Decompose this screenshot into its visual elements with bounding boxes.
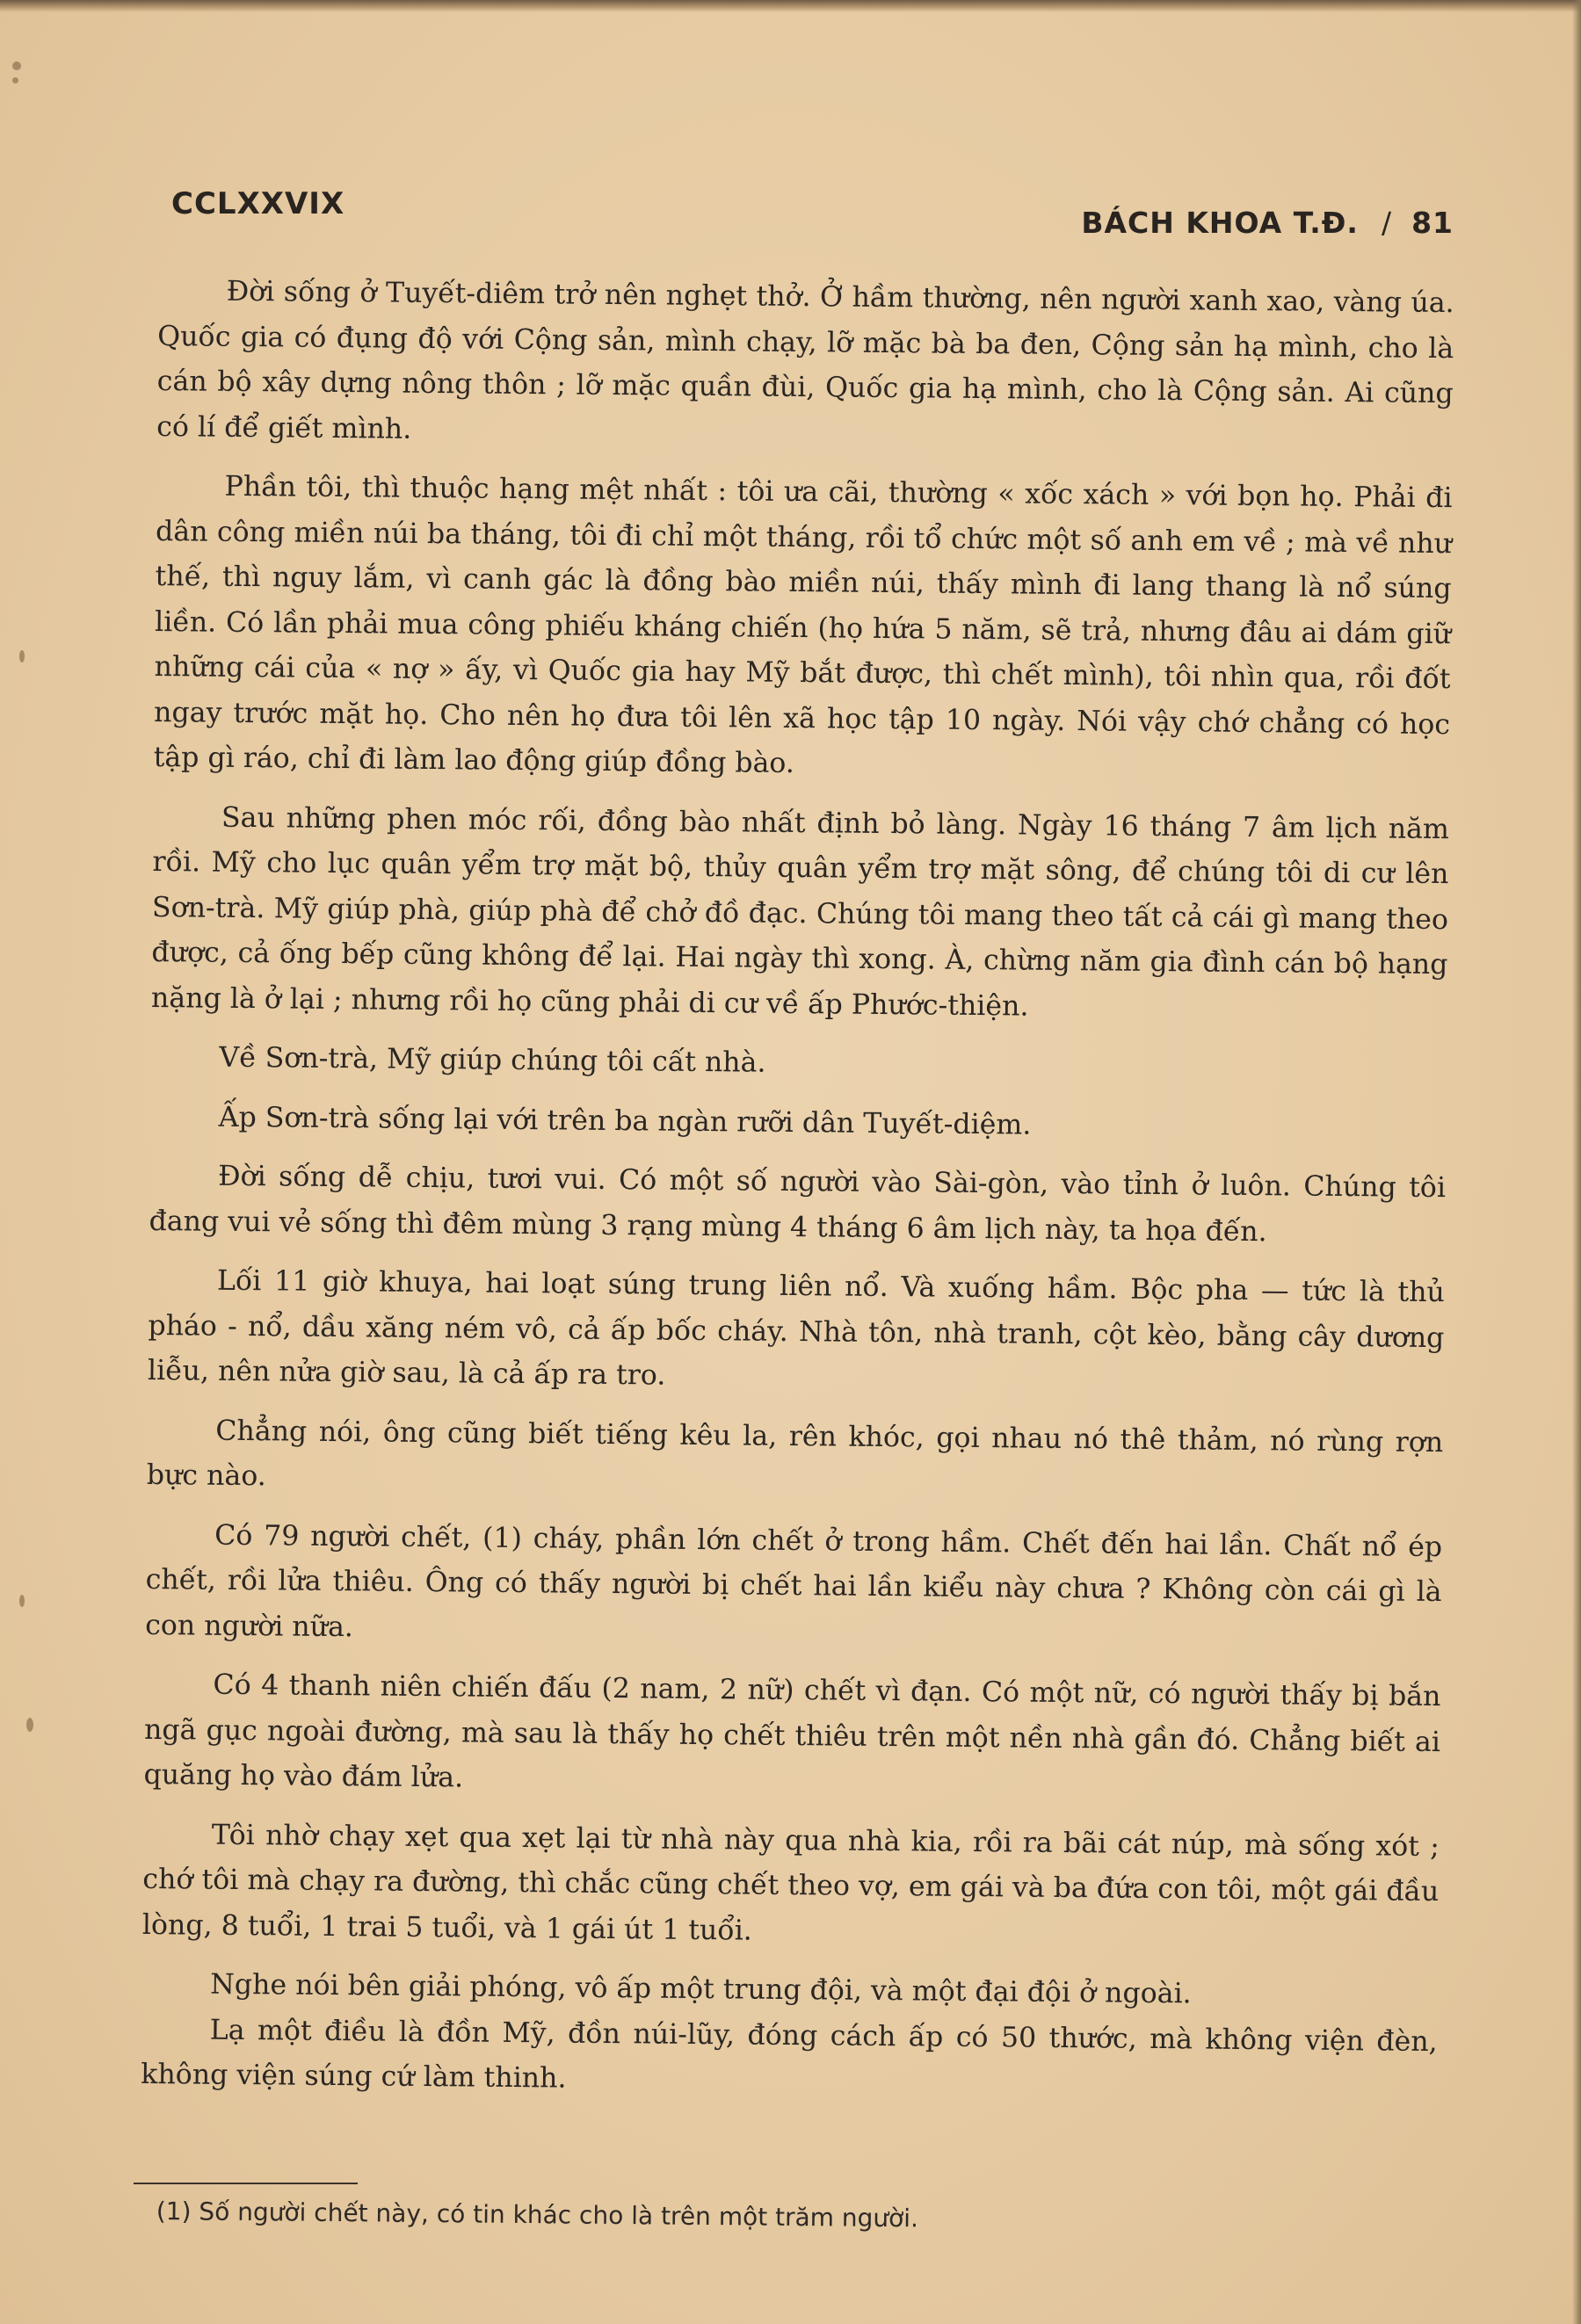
page-top-edge — [0, 0, 1581, 12]
paragraph: Phần tôi, thì thuộc hạng mệt nhất : tôi ưa cãi, thường « xốc xách » với bọn họ. Phải đi dân công miền núi ba tháng, tôi đi chỉ một tháng, rồi tổ chức một số anh em về ; mà về như thế, thì nguy lắm, vì canh gác là đồng bào miền núi, thấy mình đi lang thang là nổ súng liền. Có lần phải mua công phiếu kháng chiến (họ hứa 5 năm, sẽ trả, nhưng đâu ai dám giữ những cái của « nợ » ấy, vì Quốc gia hay Mỹ bắt được, thì chết mình), tôi nhìn qua, rồi đốt ngay trước mặt họ. Cho nên họ đưa tôi lên xã học tập 10 ngày. Nói vậy chớ chẳng có học tập gì ráo, chỉ đi làm lao động giúp đồng bào. — [153, 470, 1453, 779]
binding-hole — [12, 62, 21, 70]
paragraph: Có 79 người chết, (1) cháy, phần lớn chết ở trong hầm. Chết đến hai lần. Chất nổ ép chết, rồi lửa thiêu. Ông có thấy người bị chết hai lần kiểu này chưa ? Không còn cái gì là con người nữa. — [145, 1519, 1443, 1643]
paragraph: Lạ một điều là đồn Mỹ, đồn núi-lũy, đóng cách ấp có 50 thước, mà không viện đèn, không viện súng cứ làm thinh. — [141, 2014, 1438, 2095]
header-separator: / — [1381, 206, 1393, 240]
paragraph: Đời sống ở Tuyết-diêm trở nên nghẹt thở. Ở hầm thường, nên người xanh xao, vàng úa. Quốc gia có đụng độ với Cộng sản, mình chạy, lỡ mặc bà ba đen, Cộng sản hạ mình, cho là cán bộ xây dựng nông thôn ; lỡ mặc quần đùi, Quốc gia hạ mình, cho là Cộng sản. Ai cũng có lí để giết mình. — [156, 275, 1454, 445]
paragraph: Có 4 thanh niên chiến đấu (2 nam, 2 nữ) chết vì đạn. Có một nữ, có người thấy bị bắn ngã gục ngoài đường, mà sau là thấy họ chết thiêu trên một nền nhà gần đó. Chẳng biết ai quăng họ vào đám lửa. — [143, 1669, 1441, 1794]
paragraph: Chẳng nói, ông cũng biết tiếng kêu la, rên khóc, gọi nhau nó thê thảm, nó rùng rợn bực nào. — [146, 1415, 1444, 1493]
paragraph: Tôi nhờ chạy xẹt qua xẹt lại từ nhà này qua nhà kia, rồi ra bãi cát núp, mà sống xót ; chớ tôi mà chạy ra đường, thì chắc cũng chết theo vợ, em gái và ba đứa con tôi, một gái đầu lòng, 8 tuổi, 1 trai 5 tuổi, và 1 gái út 1 tuổi. — [141, 1819, 1440, 1947]
binding-hole — [12, 77, 18, 83]
binding-hole — [19, 650, 25, 662]
running-header — [171, 186, 1454, 239]
page-number: 81 — [1411, 206, 1454, 240]
paragraph: Đời sống dễ chịu, tươi vui. Có một số người vào Sài-gòn, vào tỉnh ở luôn. Chúng tôi đang vui vẻ sống thì đêm mùng 3 rạng mùng 4 tháng 6 âm lịch này, ta họa đến. — [149, 1160, 1447, 1248]
page-right-edge — [1572, 0, 1581, 2324]
publication-title: BÁCH KHOA T.Đ. — [1081, 206, 1359, 240]
binding-hole — [26, 1718, 33, 1732]
binding-hole — [19, 1595, 25, 1607]
paragraph: Nghe nói bên giải phóng, vô ấp một trung đội, và một đại đội ở ngoài. — [210, 1968, 1192, 2010]
paragraph: Lối 11 giờ khuya, hai loạt súng trung liên nổ. Và xuống hầm. Bộc pha — tức là thủ pháo - nổ, dầu xăng ném vô, cả ấp bốc cháy. Nhà tôn, nhà tranh, cột kèo, bằng cây dương liễu, nên nửa giờ sau, là cả ấp ra tro. — [147, 1264, 1446, 1392]
paragraph: Về Sơn-trà, Mỹ giúp chúng tôi cất nhà. — [219, 1041, 766, 1079]
article-body — [141, 269, 1454, 2110]
paragraph: Ấp Sơn-trà sống lại với trên ba ngàn rưỡi dân Tuyết-diệm. — [218, 1101, 1032, 1141]
publication-and-page — [1081, 206, 1454, 240]
footnote-divider — [134, 2183, 358, 2184]
footnote: (1) Số người chết này, có tin khác cho là trên một trăm người. — [156, 2197, 919, 2234]
roman-numeral: CCLXXVIX — [171, 186, 345, 221]
paragraph: Sau những phen móc rối, đồng bào nhất định bỏ làng. Ngày 16 tháng 7 âm lịch năm rồi. Mỹ cho lục quân yểm trợ mặt bộ, thủy quân yểm trợ mặt sông, để chúng tôi di cư lên Sơn-trà. Mỹ giúp phà, giúp phà để chở đồ đạc. Chúng tôi mang theo tất cả cái gì mang theo được, cả ống bếp cũng không để lại. Hai ngày thì xong. À, chừng năm gia đình cán bộ hạng nặng là ở lại ; nhưng rồi họ cũng phải di cư về ấp Phước-thiện. — [150, 801, 1450, 1023]
